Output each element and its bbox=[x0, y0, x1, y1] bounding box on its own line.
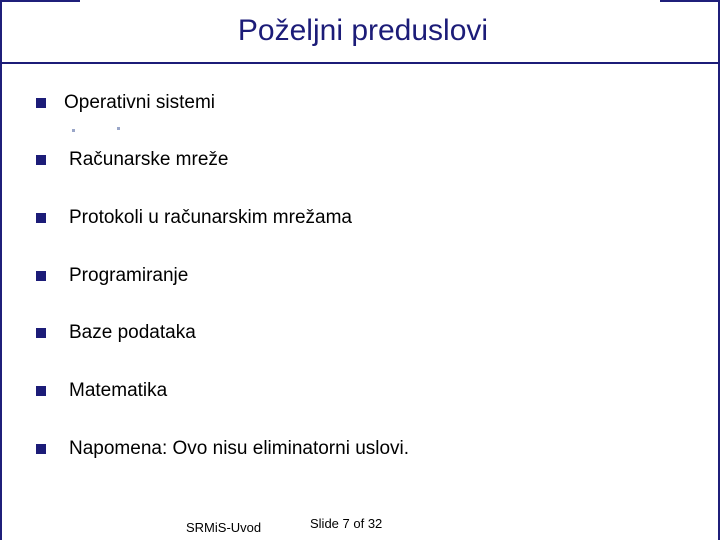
bullet-text: Računarske mreže bbox=[69, 149, 229, 170]
square-bullet-icon bbox=[36, 328, 46, 338]
square-bullet-icon bbox=[36, 386, 46, 396]
square-bullet-icon bbox=[36, 98, 46, 108]
footer-slide-number: Slide 7 of 32 bbox=[310, 516, 383, 531]
bullet-item-programiranje bbox=[36, 264, 188, 288]
title-divider bbox=[0, 62, 720, 64]
square-bullet-icon bbox=[36, 271, 46, 281]
bullet-item-racunarske-mreze bbox=[36, 148, 228, 172]
bullet-text: Programiranje bbox=[69, 265, 189, 286]
square-bullet-icon bbox=[36, 213, 46, 223]
bullet-item-protokoli bbox=[36, 206, 352, 230]
slide-frame-top-left bbox=[0, 0, 80, 2]
decorative-speck bbox=[117, 127, 120, 130]
bullet-item-napomena bbox=[36, 437, 409, 461]
bullet-text: Operativni sistemi bbox=[64, 92, 215, 113]
footer-course-label: SRMiS-Uvod bbox=[186, 520, 262, 535]
square-bullet-icon bbox=[36, 155, 46, 165]
slide-title: Poželjni preduslovi bbox=[237, 14, 489, 47]
bullet-text: Napomena: Ovo nisu eliminatorni uslovi. bbox=[69, 438, 410, 459]
decorative-speck bbox=[72, 129, 75, 132]
bullet-text: Protokoli u računarskim mrežama bbox=[69, 207, 352, 228]
bullet-text: Matematika bbox=[69, 380, 168, 401]
bullet-item-baze-podataka bbox=[36, 321, 196, 345]
slide-frame-left bbox=[0, 0, 2, 540]
slide-frame-top-right bbox=[660, 0, 720, 2]
bullet-item-matematika bbox=[36, 379, 167, 403]
bullet-item-operativni-sistemi bbox=[36, 91, 215, 115]
square-bullet-icon bbox=[36, 444, 46, 454]
bullet-text: Baze podataka bbox=[69, 322, 196, 343]
